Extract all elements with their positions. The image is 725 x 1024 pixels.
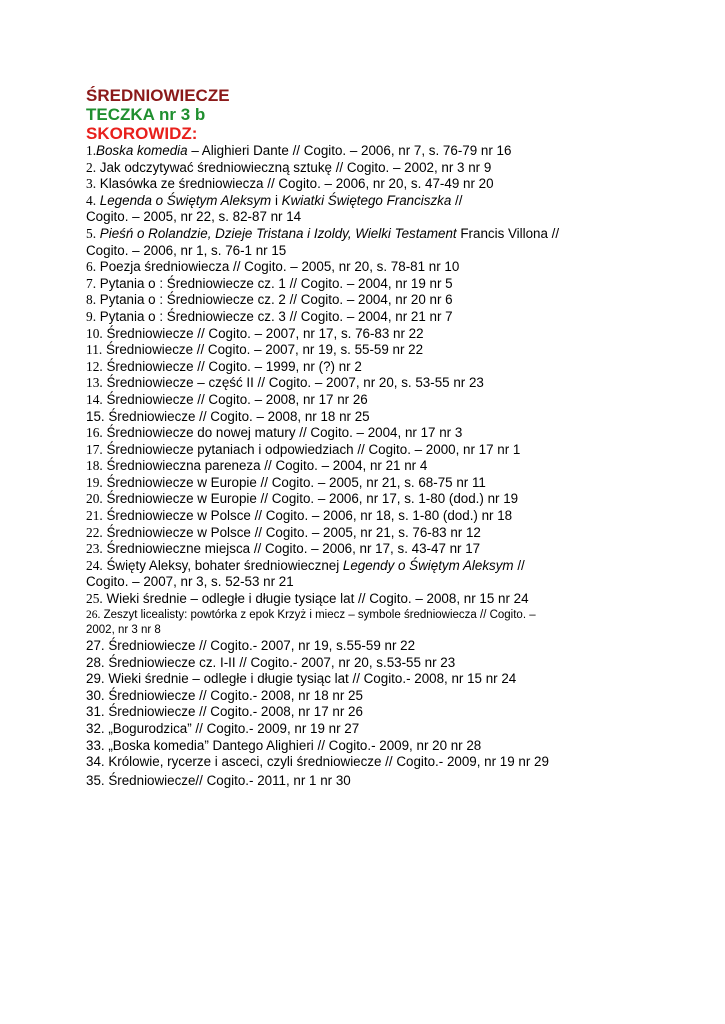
entry-number: 12. (86, 358, 103, 374)
entry-number: 3. (86, 176, 97, 192)
entry-number: 34. (86, 754, 105, 770)
index-entry (86, 525, 666, 542)
entry-number: 1. (86, 143, 97, 158)
entry-number: 33. (86, 737, 105, 753)
entry-number: 18. (86, 458, 103, 474)
index-entry (86, 508, 666, 525)
index-entry (86, 688, 666, 705)
entry-number: 32. (86, 721, 105, 736)
entry-text: Średniowiecze // Cogito. – 2007, nr 19, s. 55-59 nr 22 (102, 342, 424, 358)
entry-continuation: 2002, nr 3 nr 8 (86, 623, 161, 636)
index-entry (86, 342, 666, 359)
entry-text: Średniowiecze // Cogito. – 2008, nr 18 nr 25 (104, 408, 370, 424)
index-entry (86, 409, 666, 426)
entry-text: Jak odczytywać średniowieczną sztukę // Cogito. – 2002, nr 3 nr 9 (96, 159, 492, 175)
index-entry (86, 541, 666, 558)
entry-text: Średniowiecze // Cogito. – 2007, nr 17, s. 76-83 nr 22 (102, 325, 424, 341)
entry-text: Poezja średniowiecza // Cogito. – 2005, nr 20, s. 78-81 nr 10 (96, 259, 460, 275)
entry-number: 26. (86, 608, 101, 621)
entry-number: 13. (86, 375, 103, 391)
entry-number: 9. (86, 308, 97, 324)
entry-text: Średniowiecze w Europie // Cogito. – 2005, nr 21, s. 68-75 nr 11 (102, 474, 486, 490)
index-entry (86, 392, 666, 409)
entry-number: 28. (86, 654, 105, 670)
entry-continuation: Cogito. – 2007, nr 3, s. 52-53 nr 21 (86, 574, 294, 590)
entry-text: Pytania o : Średniowiecze cz. 3 // Cogito. – 2004, nr 21 nr 7 (96, 308, 453, 324)
entry-number: 19. (86, 474, 103, 490)
entry-number: 20. (86, 491, 103, 507)
index-entry (86, 160, 666, 177)
entry-text: Klasówka ze średniowiecza // Cogito. – 2006, nr 20, s. 47-49 nr 20 (96, 176, 494, 192)
index-entry (86, 176, 666, 193)
epoch-heading: ŚREDNIOWIECZE (86, 86, 230, 105)
entry-number: 21. (86, 508, 103, 524)
entry-text: Święty Aleksy, bohater średniowiecznej (102, 557, 343, 573)
entry-number: 27. (86, 638, 105, 654)
index-entry (86, 771, 666, 791)
entry-number: 23. (86, 541, 103, 557)
index-heading: SKOROWIDZ: (86, 124, 198, 143)
entry-title: Legenda o Świętym Aleksym (99, 192, 272, 208)
entry-number: 17. (86, 441, 103, 457)
entry-text: Średniowiecze cz. I-II // Cogito.- 2007, nr 20, s.53-55 nr 23 (104, 654, 456, 670)
index-entry (86, 326, 666, 343)
index-entry (86, 143, 666, 160)
entry-text: Średniowiecze // Cogito. – 2008, nr 17 nr 26 (102, 391, 368, 407)
entry-text: – Alighieri Dante // Cogito. – 2006, nr 7, s. 76-79 nr 16 (187, 143, 512, 158)
index-entry (86, 558, 666, 591)
index-entry (86, 458, 666, 475)
entry-text: Średniowiecze w Polsce // Cogito. – 2005, nr 21, s. 76-83 nr 12 (102, 524, 481, 540)
entry-text: Wieki średnie – odległe i długie tysiące lat // Cogito. – 2008, nr 15 nr 24 (102, 591, 529, 607)
entry-number: 22. (86, 524, 103, 540)
entry-text: Średniowieczna pareneza // Cogito. – 2004, nr 21 nr 4 (102, 458, 428, 474)
entry-text: „Boska komedia” Dantego Alighieri // Cogito.- 2009, nr 20 nr 28 (104, 737, 482, 753)
index-entry (86, 655, 666, 672)
index-entry (86, 704, 666, 721)
entry-continuation: Cogito. – 2006, nr 1, s. 76-1 nr 15 (86, 242, 287, 258)
entry-number: 11. (86, 342, 103, 358)
index-entry (86, 276, 666, 293)
entry-continuation: Cogito. – 2005, nr 22, s. 82-87 nr 14 (86, 209, 302, 225)
index-entry (86, 193, 666, 226)
index-entry (86, 608, 666, 638)
entry-number: 5. (86, 225, 97, 241)
index-entry (86, 309, 666, 326)
entry-number: 10. (86, 325, 103, 341)
entry-number: 8. (86, 292, 97, 308)
entry-number: 29. (86, 671, 105, 687)
entry-number: 35. (86, 772, 105, 788)
entry-number: 14. (86, 391, 103, 407)
entry-number: 31. (86, 704, 105, 720)
entry-text: Wieki średnie – odległe i długie tysiąc lat // Cogito.- 2008, nr 15 nr 24 (104, 671, 517, 687)
index-entry (86, 738, 666, 755)
entry-text: Średniowiecze // Cogito.- 2008, nr 17 nr 26 (104, 704, 363, 720)
index-entry (86, 259, 666, 276)
entry-title: Pieśń o Rolandzie, Dzieje Tristana i Izoldy, Wielki Testament (99, 225, 457, 241)
entry-number: 16. (86, 425, 103, 441)
entry-text: Średniowiecze w Europie // Cogito. – 2006, nr 17, s. 1-80 (dod.) nr 19 (102, 491, 519, 507)
entry-text: Średniowiecze // Cogito.- 2007, nr 19, s.55-59 nr 22 (104, 638, 416, 654)
index-entry (86, 721, 666, 738)
entry-text: Średniowiecze do nowej matury // Cogito. – 2004, nr 17 nr 3 (102, 425, 463, 441)
index-entry (86, 491, 666, 508)
entry-text: Średniowiecze// Cogito.- 2011, nr 1 nr 30 (104, 772, 351, 788)
index-entry (86, 638, 666, 655)
index-entry (86, 671, 666, 688)
index-entry (86, 292, 666, 309)
entry-text: Średniowiecze pytaniach i odpowiedziach // Cogito. – 2000, nr 17 nr 1 (102, 441, 521, 457)
entry-text: i (271, 192, 282, 208)
entry-number: 24. (86, 557, 103, 573)
entry-text: Zeszyt licealisty: powtórka z epok Krzyż i miecz – symbole średniowiecza // Cogito. – (100, 608, 536, 621)
entry-text: Średniowiecze – część II // Cogito. – 2007, nr 20, s. 53-55 nr 23 (102, 375, 484, 391)
entry-text: Królowie, rycerze i asceci, czyli średniowiecze // Cogito.- 2009, nr 19 nr 29 (104, 754, 549, 770)
entry-number: 15. (86, 408, 105, 424)
entry-text: „Bogurodzica” // Cogito.- 2009, nr 19 nr 27 (104, 721, 360, 736)
entry-title: Boska komedia (96, 143, 188, 158)
entry-text: Średniowieczne miejsca // Cogito. – 2006, nr 17, s. 43-47 nr 17 (102, 541, 481, 557)
entry-text: Średniowiecze // Cogito.- 2008, nr 18 nr 25 (104, 687, 363, 703)
entry-number: 7. (86, 275, 97, 291)
entry-number: 2. (86, 159, 97, 175)
entry-number: 25. (86, 591, 103, 607)
entry-text: Średniowiecze w Polsce // Cogito. – 2006, nr 18, s. 1-80 (dod.) nr 18 (102, 508, 513, 524)
entry-title: Kwiatki Świętego Franciszka (281, 192, 452, 208)
index-entry (86, 375, 666, 392)
index-entry (86, 754, 666, 771)
entry-text: // (451, 192, 463, 208)
index-entry (86, 442, 666, 459)
entry-number: 6. (86, 259, 97, 275)
entry-title: Legendy o Świętym Aleksym (342, 557, 514, 573)
document-page (86, 86, 666, 791)
entry-text: Pytania o : Średniowiecze cz. 1 // Cogito. – 2004, nr 19 nr 5 (96, 275, 453, 291)
index-entry (86, 425, 666, 442)
index-entry (86, 475, 666, 492)
index-list (86, 143, 666, 791)
entry-text: Francis Villona // (456, 225, 560, 241)
index-entry (86, 359, 666, 376)
entry-text: Średniowiecze // Cogito. – 1999, nr (?) nr 2 (102, 358, 362, 374)
entry-text: // (513, 557, 525, 573)
index-entry (86, 226, 666, 259)
entry-number: 30. (86, 687, 105, 703)
entry-text: Pytania o : Średniowiecze cz. 2 // Cogito. – 2004, nr 20 nr 6 (96, 292, 453, 308)
folder-heading: TECZKA nr 3 b (86, 105, 206, 124)
index-entry (86, 591, 666, 608)
entry-number: 4. (86, 192, 97, 208)
